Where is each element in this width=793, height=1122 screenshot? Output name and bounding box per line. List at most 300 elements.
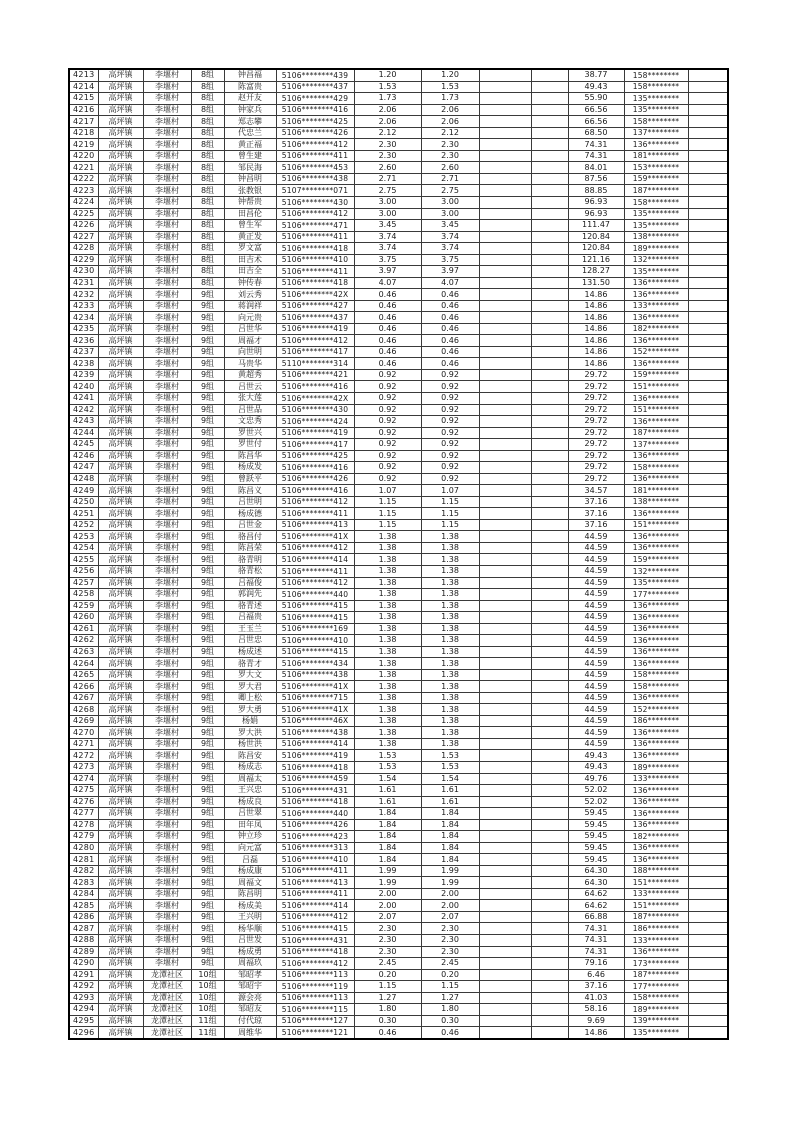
- cell-town: 高坪镇: [98, 762, 143, 774]
- cell-group: 9组: [191, 842, 224, 854]
- cell-phone-masked: 136********: [624, 612, 688, 624]
- cell-name: 周福太: [224, 773, 276, 785]
- cell-town: 高坪镇: [98, 462, 143, 474]
- cell-village: 李堰村: [143, 393, 191, 405]
- cell-town: 高坪镇: [98, 854, 143, 866]
- cell-village: 李堰村: [143, 196, 191, 208]
- cell-phone-masked: 158********: [624, 116, 688, 128]
- cell-value-a: 0.46: [354, 358, 421, 370]
- cell-value-b: 1.38: [421, 623, 479, 635]
- table-row: [69, 473, 728, 485]
- document-page: [68, 68, 729, 1040]
- cell-blank-a: [479, 93, 531, 105]
- cell-blank-b: [531, 900, 568, 912]
- cell-value-a: 1.80: [354, 1004, 421, 1016]
- cell-town: 高坪镇: [98, 1015, 143, 1027]
- cell-blank-b: [531, 323, 568, 335]
- cell-value-b: 1.53: [421, 81, 479, 93]
- cell-id-masked: 5106********414: [276, 554, 354, 566]
- cell-value-b: 0.92: [421, 393, 479, 405]
- table-row: [69, 762, 728, 774]
- cell-blank-c: [688, 508, 728, 520]
- cell-id-masked: 5106********471: [276, 220, 354, 232]
- table-row: [69, 877, 728, 889]
- cell-village: 李堰村: [143, 266, 191, 278]
- table-row: [69, 81, 728, 93]
- cell-blank-b: [531, 669, 568, 681]
- cell-blank-c: [688, 496, 728, 508]
- cell-serial: 4272: [69, 750, 98, 762]
- cell-blank-b: [531, 346, 568, 358]
- cell-id-masked: 5106********411: [276, 150, 354, 162]
- cell-name: 骆青述: [224, 600, 276, 612]
- cell-serial: 4280: [69, 842, 98, 854]
- cell-name: 付代琼: [224, 1015, 276, 1027]
- cell-blank-b: [531, 554, 568, 566]
- cell-blank-c: [688, 923, 728, 935]
- cell-amount: 34.57: [568, 485, 624, 497]
- cell-group: 9组: [191, 519, 224, 531]
- cell-town: 高坪镇: [98, 81, 143, 93]
- cell-value-a: 1.38: [354, 681, 421, 693]
- cell-value-b: 1.15: [421, 496, 479, 508]
- table-row: [69, 277, 728, 289]
- cell-id-masked: 5106********424: [276, 416, 354, 428]
- cell-amount: 120.84: [568, 243, 624, 255]
- cell-blank-c: [688, 900, 728, 912]
- cell-blank-c: [688, 715, 728, 727]
- cell-value-b: 0.92: [421, 369, 479, 381]
- cell-value-a: 1.61: [354, 785, 421, 797]
- cell-name: 卿上松: [224, 692, 276, 704]
- cell-blank-b: [531, 300, 568, 312]
- cell-amount: 37.16: [568, 981, 624, 993]
- cell-name: 骆昌付: [224, 531, 276, 543]
- cell-serial: 4275: [69, 785, 98, 797]
- cell-value-b: 1.27: [421, 992, 479, 1004]
- cell-name: 罗世付: [224, 439, 276, 451]
- cell-group: 9组: [191, 923, 224, 935]
- cell-blank-b: [531, 750, 568, 762]
- cell-blank-a: [479, 623, 531, 635]
- cell-value-a: 1.38: [354, 715, 421, 727]
- table-row: [69, 635, 728, 647]
- cell-name: 吕世金: [224, 519, 276, 531]
- cell-blank-a: [479, 162, 531, 174]
- table-row: [69, 958, 728, 970]
- cell-blank-b: [531, 69, 568, 81]
- cell-group: 9组: [191, 600, 224, 612]
- cell-name: 邹昭宇: [224, 981, 276, 993]
- cell-value-a: 3.75: [354, 254, 421, 266]
- cell-serial: 4276: [69, 796, 98, 808]
- cell-serial: 4290: [69, 958, 98, 970]
- cell-village: 李堰村: [143, 612, 191, 624]
- cell-blank-a: [479, 1004, 531, 1016]
- cell-group: 8组: [191, 69, 224, 81]
- cell-village: 李堰村: [143, 819, 191, 831]
- table-row: [69, 969, 728, 981]
- cell-blank-c: [688, 127, 728, 139]
- cell-value-a: 0.46: [354, 323, 421, 335]
- cell-blank-a: [479, 277, 531, 289]
- cell-serial: 4245: [69, 439, 98, 451]
- cell-amount: 68.50: [568, 127, 624, 139]
- cell-id-masked: 5106********41X: [276, 681, 354, 693]
- cell-name: 骆青才: [224, 658, 276, 670]
- cell-town: 高坪镇: [98, 289, 143, 301]
- cell-village: 李堰村: [143, 577, 191, 589]
- cell-amount: 44.59: [568, 715, 624, 727]
- cell-serial: 4239: [69, 369, 98, 381]
- cell-serial: 4216: [69, 104, 98, 116]
- cell-value-b: 1.84: [421, 808, 479, 820]
- cell-id-masked: 5107********071: [276, 185, 354, 197]
- cell-amount: 14.86: [568, 346, 624, 358]
- cell-group: 8组: [191, 162, 224, 174]
- cell-amount: 87.56: [568, 173, 624, 185]
- cell-blank-a: [479, 750, 531, 762]
- cell-amount: 66.88: [568, 911, 624, 923]
- cell-blank-c: [688, 934, 728, 946]
- cell-phone-masked: 136********: [624, 473, 688, 485]
- table-row: [69, 842, 728, 854]
- cell-group: 11组: [191, 1015, 224, 1027]
- table-row: [69, 658, 728, 670]
- cell-name: 陈昌义: [224, 485, 276, 497]
- cell-group: 9组: [191, 819, 224, 831]
- cell-group: 9组: [191, 531, 224, 543]
- cell-amount: 74.31: [568, 946, 624, 958]
- cell-value-b: 0.46: [421, 1027, 479, 1039]
- cell-blank-c: [688, 208, 728, 220]
- table-row: [69, 231, 728, 243]
- cell-village: 李堰村: [143, 358, 191, 370]
- cell-blank-a: [479, 531, 531, 543]
- cell-name: 张大莲: [224, 393, 276, 405]
- cell-amount: 44.59: [568, 565, 624, 577]
- cell-village: 李堰村: [143, 865, 191, 877]
- cell-village: 龙潭社区: [143, 1027, 191, 1039]
- cell-value-b: 1.38: [421, 554, 479, 566]
- cell-town: 高坪镇: [98, 727, 143, 739]
- cell-name: 王兴忠: [224, 785, 276, 797]
- cell-name: 陈昌华: [224, 450, 276, 462]
- cell-amount: 49.43: [568, 762, 624, 774]
- cell-group: 8组: [191, 81, 224, 93]
- cell-blank-a: [479, 266, 531, 278]
- cell-value-a: 1.38: [354, 692, 421, 704]
- cell-phone-masked: 136********: [624, 854, 688, 866]
- cell-village: 李堰村: [143, 635, 191, 647]
- cell-name: 向元贵: [224, 312, 276, 324]
- cell-blank-b: [531, 116, 568, 128]
- cell-value-a: 0.46: [354, 312, 421, 324]
- cell-group: 9组: [191, 911, 224, 923]
- cell-blank-a: [479, 1027, 531, 1039]
- cell-village: 李堰村: [143, 127, 191, 139]
- cell-value-b: 1.38: [421, 727, 479, 739]
- cell-group: 8组: [191, 139, 224, 151]
- cell-name: 吕世发: [224, 934, 276, 946]
- table-row: [69, 692, 728, 704]
- cell-phone-masked: 158********: [624, 992, 688, 1004]
- cell-value-a: 1.15: [354, 496, 421, 508]
- cell-amount: 29.72: [568, 404, 624, 416]
- cell-value-a: 0.92: [354, 439, 421, 451]
- cell-phone-masked: 158********: [624, 669, 688, 681]
- cell-blank-c: [688, 312, 728, 324]
- table-row: [69, 150, 728, 162]
- cell-phone-masked: 181********: [624, 485, 688, 497]
- cell-id-masked: 5106********429: [276, 93, 354, 105]
- cell-phone-masked: 159********: [624, 369, 688, 381]
- cell-amount: 37.16: [568, 496, 624, 508]
- cell-blank-b: [531, 773, 568, 785]
- cell-serial: 4236: [69, 335, 98, 347]
- cell-blank-b: [531, 243, 568, 255]
- cell-value-b: 1.53: [421, 762, 479, 774]
- table-row: [69, 312, 728, 324]
- cell-serial: 4267: [69, 692, 98, 704]
- cell-id-masked: 5106********438: [276, 669, 354, 681]
- cell-value-b: 1.38: [421, 681, 479, 693]
- cell-phone-masked: 133********: [624, 888, 688, 900]
- cell-blank-a: [479, 831, 531, 843]
- cell-town: 高坪镇: [98, 681, 143, 693]
- cell-serial: 4228: [69, 243, 98, 255]
- cell-blank-a: [479, 358, 531, 370]
- cell-amount: 29.72: [568, 381, 624, 393]
- cell-blank-b: [531, 462, 568, 474]
- cell-village: 李堰村: [143, 554, 191, 566]
- cell-village: 李堰村: [143, 208, 191, 220]
- cell-town: 高坪镇: [98, 900, 143, 912]
- cell-blank-a: [479, 127, 531, 139]
- cell-amount: 44.59: [568, 612, 624, 624]
- cell-blank-b: [531, 81, 568, 93]
- cell-town: 高坪镇: [98, 300, 143, 312]
- cell-blank-a: [479, 785, 531, 797]
- cell-blank-b: [531, 565, 568, 577]
- cell-blank-b: [531, 427, 568, 439]
- cell-phone-masked: 136********: [624, 738, 688, 750]
- cell-blank-a: [479, 958, 531, 970]
- cell-blank-b: [531, 519, 568, 531]
- cell-blank-b: [531, 681, 568, 693]
- cell-value-a: 0.92: [354, 369, 421, 381]
- cell-group: 9组: [191, 888, 224, 900]
- cell-town: 高坪镇: [98, 173, 143, 185]
- cell-town: 高坪镇: [98, 196, 143, 208]
- cell-amount: 14.86: [568, 335, 624, 347]
- cell-value-a: 0.92: [354, 450, 421, 462]
- cell-value-b: 0.20: [421, 969, 479, 981]
- cell-serial: 4270: [69, 727, 98, 739]
- cell-value-b: 0.46: [421, 346, 479, 358]
- cell-serial: 4235: [69, 323, 98, 335]
- cell-amount: 64.62: [568, 888, 624, 900]
- cell-id-masked: 5106********412: [276, 335, 354, 347]
- table-row: [69, 69, 728, 81]
- cell-town: 高坪镇: [98, 865, 143, 877]
- cell-village: 李堰村: [143, 888, 191, 900]
- cell-phone-masked: 182********: [624, 323, 688, 335]
- cell-blank-c: [688, 646, 728, 658]
- cell-amount: 29.72: [568, 393, 624, 405]
- cell-value-b: 1.38: [421, 715, 479, 727]
- cell-id-masked: 5106********431: [276, 934, 354, 946]
- cell-town: 高坪镇: [98, 842, 143, 854]
- cell-village: 李堰村: [143, 439, 191, 451]
- cell-value-a: 2.06: [354, 104, 421, 116]
- table-row: [69, 934, 728, 946]
- cell-blank-b: [531, 127, 568, 139]
- cell-id-masked: 5106********414: [276, 738, 354, 750]
- cell-serial: 4213: [69, 69, 98, 81]
- table-row: [69, 612, 728, 624]
- cell-serial: 4268: [69, 704, 98, 716]
- cell-town: 高坪镇: [98, 612, 143, 624]
- cell-blank-c: [688, 266, 728, 278]
- cell-village: 李堰村: [143, 762, 191, 774]
- table-row: [69, 127, 728, 139]
- cell-value-b: 2.45: [421, 958, 479, 970]
- cell-blank-a: [479, 589, 531, 601]
- cell-name: 周福玖: [224, 958, 276, 970]
- cell-blank-c: [688, 969, 728, 981]
- cell-amount: 120.84: [568, 231, 624, 243]
- cell-value-b: 1.38: [421, 692, 479, 704]
- cell-group: 9组: [191, 542, 224, 554]
- cell-phone-masked: 188********: [624, 865, 688, 877]
- cell-town: 高坪镇: [98, 831, 143, 843]
- cell-blank-a: [479, 554, 531, 566]
- cell-value-b: 2.30: [421, 946, 479, 958]
- cell-group: 8组: [191, 150, 224, 162]
- cell-value-a: 1.99: [354, 865, 421, 877]
- cell-value-b: 2.12: [421, 127, 479, 139]
- cell-value-a: 2.07: [354, 911, 421, 923]
- cell-name: 源会亮: [224, 992, 276, 1004]
- cell-value-b: 1.54: [421, 773, 479, 785]
- cell-blank-a: [479, 393, 531, 405]
- cell-amount: 128.27: [568, 266, 624, 278]
- table-row: [69, 462, 728, 474]
- cell-blank-c: [688, 439, 728, 451]
- cell-value-b: 1.84: [421, 842, 479, 854]
- cell-phone-masked: 133********: [624, 773, 688, 785]
- table-row: [69, 196, 728, 208]
- cell-blank-a: [479, 81, 531, 93]
- cell-town: 高坪镇: [98, 750, 143, 762]
- cell-serial: 4294: [69, 1004, 98, 1016]
- cell-group: 9组: [191, 485, 224, 497]
- cell-town: 高坪镇: [98, 335, 143, 347]
- cell-group: 9组: [191, 565, 224, 577]
- cell-name: 钟昌福: [224, 69, 276, 81]
- table-row: [69, 323, 728, 335]
- cell-blank-a: [479, 773, 531, 785]
- cell-id-masked: 5106********418: [276, 243, 354, 255]
- cell-value-b: 2.75: [421, 185, 479, 197]
- cell-group: 9组: [191, 358, 224, 370]
- cell-value-b: 2.71: [421, 173, 479, 185]
- cell-blank-c: [688, 358, 728, 370]
- table-row: [69, 600, 728, 612]
- cell-blank-c: [688, 831, 728, 843]
- cell-village: 李堰村: [143, 934, 191, 946]
- cell-id-masked: 5106********412: [276, 577, 354, 589]
- cell-group: 8组: [191, 231, 224, 243]
- cell-value-a: 1.53: [354, 750, 421, 762]
- cell-id-masked: 5106********41X: [276, 531, 354, 543]
- cell-amount: 14.86: [568, 1027, 624, 1039]
- cell-name: 吕世云: [224, 381, 276, 393]
- cell-value-a: 1.38: [354, 658, 421, 670]
- table-row: [69, 796, 728, 808]
- cell-group: 9组: [191, 473, 224, 485]
- cell-value-b: 1.15: [421, 519, 479, 531]
- cell-blank-b: [531, 1027, 568, 1039]
- table-row: [69, 139, 728, 151]
- cell-blank-a: [479, 911, 531, 923]
- cell-blank-b: [531, 911, 568, 923]
- table-row: [69, 439, 728, 451]
- cell-blank-a: [479, 243, 531, 255]
- table-row: [69, 646, 728, 658]
- cell-phone-masked: 173********: [624, 958, 688, 970]
- cell-blank-b: [531, 612, 568, 624]
- cell-value-b: 3.45: [421, 220, 479, 232]
- cell-serial: 4255: [69, 554, 98, 566]
- cell-id-masked: 5106********410: [276, 254, 354, 266]
- cell-amount: 14.86: [568, 358, 624, 370]
- cell-village: 李堰村: [143, 519, 191, 531]
- cell-phone-masked: 135********: [624, 93, 688, 105]
- cell-amount: 52.02: [568, 785, 624, 797]
- cell-group: 9组: [191, 554, 224, 566]
- cell-blank-c: [688, 854, 728, 866]
- cell-serial: 4247: [69, 462, 98, 474]
- cell-village: 龙潭社区: [143, 992, 191, 1004]
- cell-blank-c: [688, 992, 728, 1004]
- cell-amount: 59.45: [568, 831, 624, 843]
- cell-group: 9组: [191, 704, 224, 716]
- cell-blank-b: [531, 854, 568, 866]
- cell-value-b: 2.00: [421, 888, 479, 900]
- cell-value-b: 0.92: [421, 381, 479, 393]
- cell-value-b: 1.38: [421, 612, 479, 624]
- cell-value-a: 0.46: [354, 335, 421, 347]
- cell-serial: 4231: [69, 277, 98, 289]
- table-row: [69, 565, 728, 577]
- cell-group: 8组: [191, 254, 224, 266]
- cell-village: 李堰村: [143, 300, 191, 312]
- cell-town: 高坪镇: [98, 104, 143, 116]
- cell-blank-c: [688, 738, 728, 750]
- cell-group: 9组: [191, 669, 224, 681]
- cell-name: 钟立珍: [224, 831, 276, 843]
- cell-blank-b: [531, 934, 568, 946]
- table-row: [69, 819, 728, 831]
- cell-phone-masked: 136********: [624, 450, 688, 462]
- cell-town: 高坪镇: [98, 404, 143, 416]
- cell-id-masked: 5106********438: [276, 727, 354, 739]
- cell-town: 高坪镇: [98, 127, 143, 139]
- cell-town: 高坪镇: [98, 958, 143, 970]
- cell-value-a: 0.46: [354, 300, 421, 312]
